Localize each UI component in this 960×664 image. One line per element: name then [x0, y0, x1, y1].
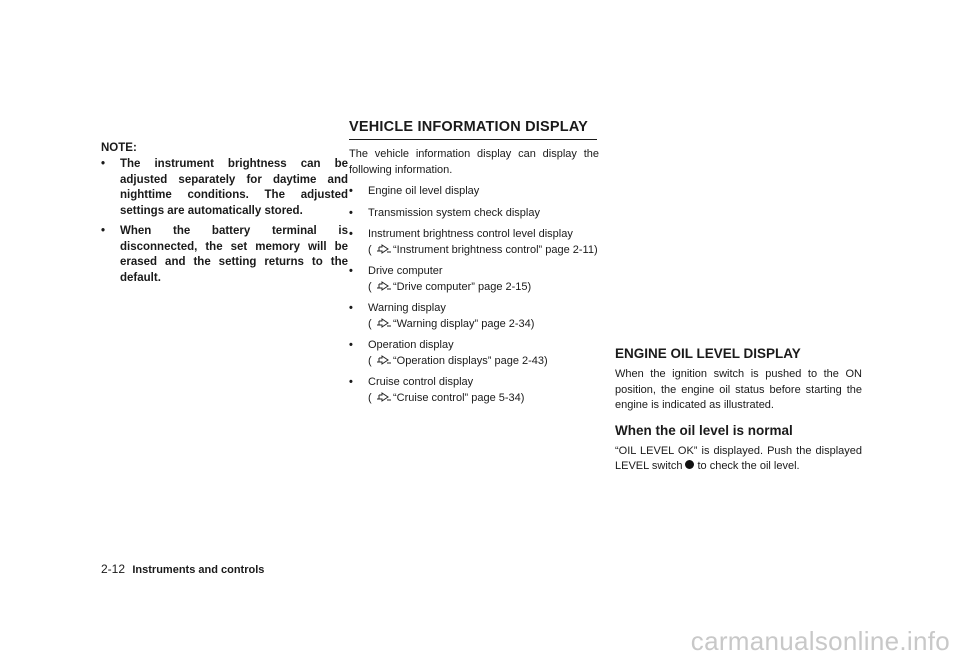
list-item-label: Cruise control display	[368, 376, 474, 388]
reference-arrow-icon	[376, 281, 392, 291]
list-item	[349, 338, 599, 369]
page-footer	[101, 562, 264, 576]
note-item	[101, 157, 348, 219]
list-item-label: Instrument brightness control level display	[368, 228, 573, 240]
bullet: •	[349, 265, 353, 277]
reference-arrow-icon	[376, 392, 392, 402]
ref-paren: (	[368, 391, 372, 404]
page-reference[interactable]	[368, 354, 599, 370]
note-item	[101, 224, 348, 286]
list-item-label: Drive computer	[368, 265, 443, 277]
list-item	[349, 301, 599, 332]
oil-normal-text-before: “OIL LEVEL OK” is displayed. Push the displayed LEVEL switch	[615, 444, 862, 472]
list-item-label: Operation display	[368, 339, 454, 351]
note-text: When the battery terminal is disconnected, the set memory will be erased and the setting returns to the default.	[120, 225, 348, 284]
engine-oil-body: When the ignition switch is pushed to the ON position, the engine oil status before starting the engine is indicated as illustrated.	[615, 368, 862, 411]
ref-text: “Cruise control” page 5-34)	[393, 391, 525, 404]
note-title: NOTE:	[101, 142, 137, 154]
list-item-label: Transmission system check display	[368, 206, 540, 219]
list-item-label: Warning display	[368, 302, 446, 314]
vehicle-info-column	[349, 119, 599, 412]
bullet: •	[349, 185, 353, 197]
watermark-text: carmanualsonline.info	[690, 626, 950, 656]
ref-text: “Warning display” page 2-34)	[393, 317, 535, 330]
bullet: •	[349, 339, 353, 351]
page-reference[interactable]	[368, 280, 599, 296]
bullet: •	[101, 158, 106, 170]
list-item	[349, 375, 599, 406]
engine-oil-title: ENGINE OIL LEVEL DISPLAY	[615, 346, 801, 361]
engine-oil-column	[615, 345, 862, 475]
ref-text: “Instrument brightness control” page 2-11)	[393, 243, 598, 256]
ref-paren: (	[368, 317, 372, 330]
bullet: •	[349, 228, 353, 240]
oil-normal-body	[615, 444, 862, 475]
page-reference[interactable]	[368, 243, 599, 259]
reference-arrow-icon	[376, 318, 392, 328]
page-reference[interactable]	[368, 317, 599, 333]
reference-arrow-icon	[376, 244, 392, 254]
ref-paren: (	[368, 354, 372, 367]
ref-paren: (	[368, 243, 372, 256]
info-list	[349, 184, 599, 406]
footer-section-title: Instruments and controls	[132, 564, 265, 576]
bullet: •	[349, 302, 353, 314]
bullet: •	[101, 225, 106, 237]
page-reference[interactable]	[368, 391, 599, 407]
list-item	[349, 264, 599, 295]
filled-circle-icon	[685, 460, 694, 469]
note-column	[101, 140, 348, 291]
reference-arrow-icon	[376, 355, 392, 365]
section-title: VEHICLE INFORMATION DISPLAY	[349, 119, 597, 140]
list-item	[349, 227, 599, 258]
note-text: The instrument brightness can be adjusted separately for daytime and nighttime conditions. The adjusted settings are automatically stored.	[120, 158, 348, 217]
oil-normal-text-after: to check the oil level.	[697, 460, 800, 472]
ref-text: “Drive computer” page 2-15)	[393, 280, 532, 293]
bullet: •	[349, 206, 353, 219]
page-number: 2-12	[101, 562, 126, 576]
list-item-label: Engine oil level display	[368, 185, 480, 197]
ref-text: “Operation displays” page 2-43)	[393, 354, 548, 367]
oil-normal-subtitle: When the oil level is normal	[615, 422, 793, 438]
list-item	[349, 184, 599, 200]
ref-paren: (	[368, 280, 372, 293]
bullet: •	[349, 376, 353, 388]
list-item	[349, 206, 599, 222]
intro-paragraph: The vehicle information display can display the following information.	[349, 148, 599, 176]
